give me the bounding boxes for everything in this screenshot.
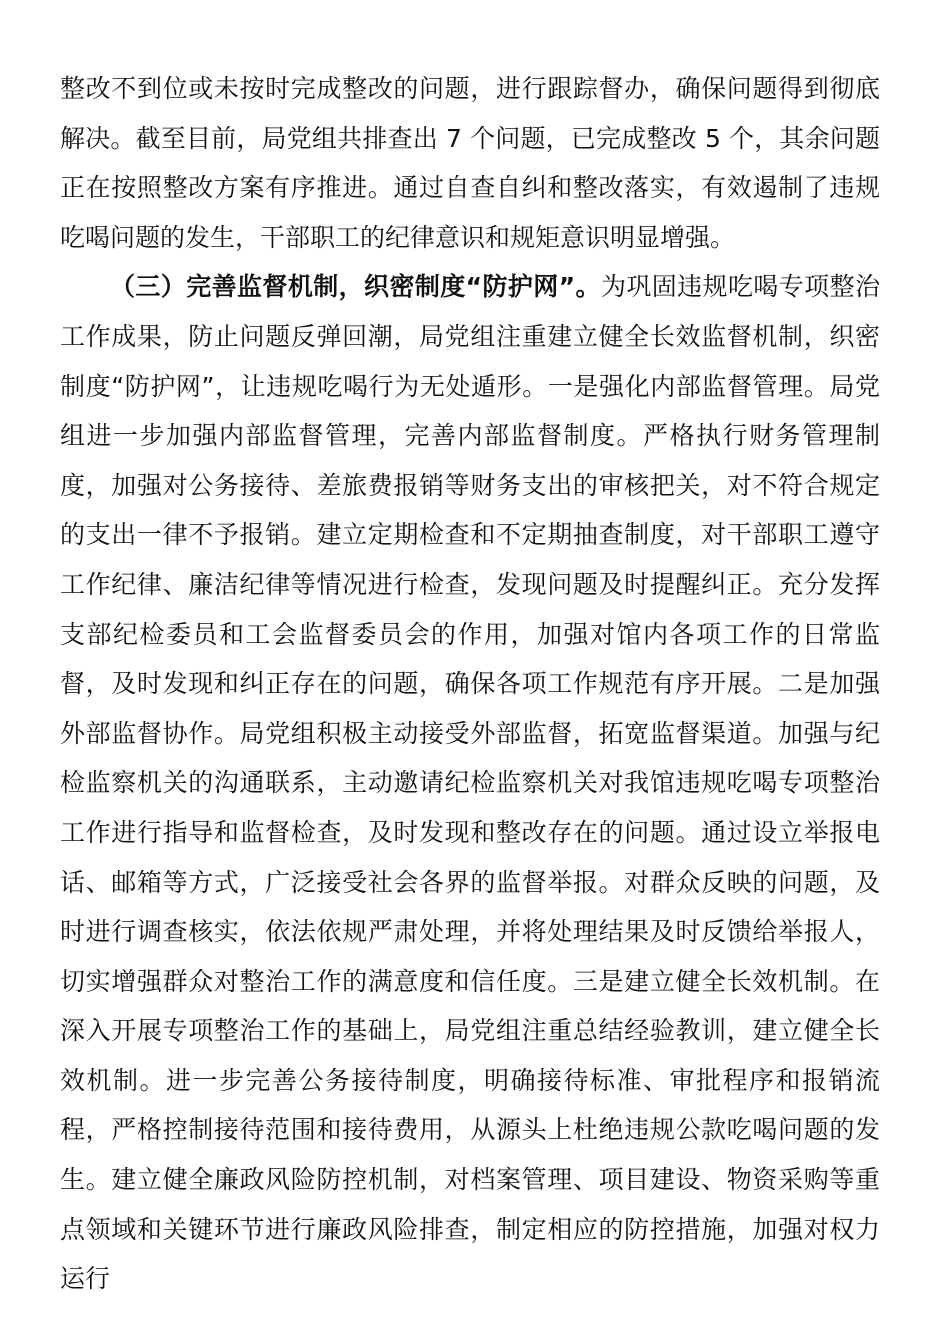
document-body [60,64,880,1304]
paragraph-section-three [60,262,880,1303]
section-heading: （三）完善监督机制，织密制度“防护网”。 [110,272,601,302]
paragraph-continuation [60,64,880,262]
paragraph-text: 为巩固违规吃喝专项整治工作成果，防止问题反弹回潮，局党组注重建立健全长效监督机制，织密制度“防护网”，让违规吃喝行为无处遁形。一是强化内部监督管理。局党组进一步加强内部监督管理，完善内部监督制度。严格执行财务管理制度，加强对公务接待、差旅费报销等财务支出的审核把关，对不符合规定的支出一律不予报销。建立定期检查和不定期抽查制度，对干部职工遵守工作纪律、廉洁纪律等情况进行检查，发现问题及时提醒纠正。充分发挥支部纪检委员和工会监督委员会的作用，加强对馆内各项工作的日常监督，及时发现和纠正存在的问题，确保各项工作规范有序开展。二是加强外部监督协作。局党组积极主动接受外部监督，拓宽监督渠道。加强与纪检监察机关的沟通联系，主动邀请纪检监察机关对我馆违规吃喝专项整治工作进行指导和监督检查，及时发现和整改存在的问题。通过设立举报电话、邮箱等方式，广泛接受社会各界的监督举报。对群众反映的问题，及时进行调查核实，依法依规严肃处理，并将处理结果及时反馈给举报人，切实增强群众对整治工作的满意度和信任度。三是建立健全长效机制。在深入开展专项整治工作的基础上，局党组注重总结经验教训，建立健全长效机制。进一步完善公务接待制度，明确接待标准、审批程序和报销流程，严格控制接待范围和接待费用，从源头上杜绝违规公款吃喝问题的发生。建立健全廉政风险防控机制，对档案管理、项目建设、物资采购等重点领域和关键环节进行廉政风险排查，制定相应的防控措施，加强对权力运行 [60,272,880,1294]
paragraph-text: 整改不到位或未按时完成整改的问题，进行跟踪督办，确保问题得到彻底解决。截至目前，局党组共排查出 7 个问题，已完成整改 5 个，其余问题正在按照整改方案有序推进。通过自查自纠和整改落实，有效遏制了违规吃喝问题的发生，干部职工的纪律意识和规矩意识明显增强。 [60,74,880,252]
